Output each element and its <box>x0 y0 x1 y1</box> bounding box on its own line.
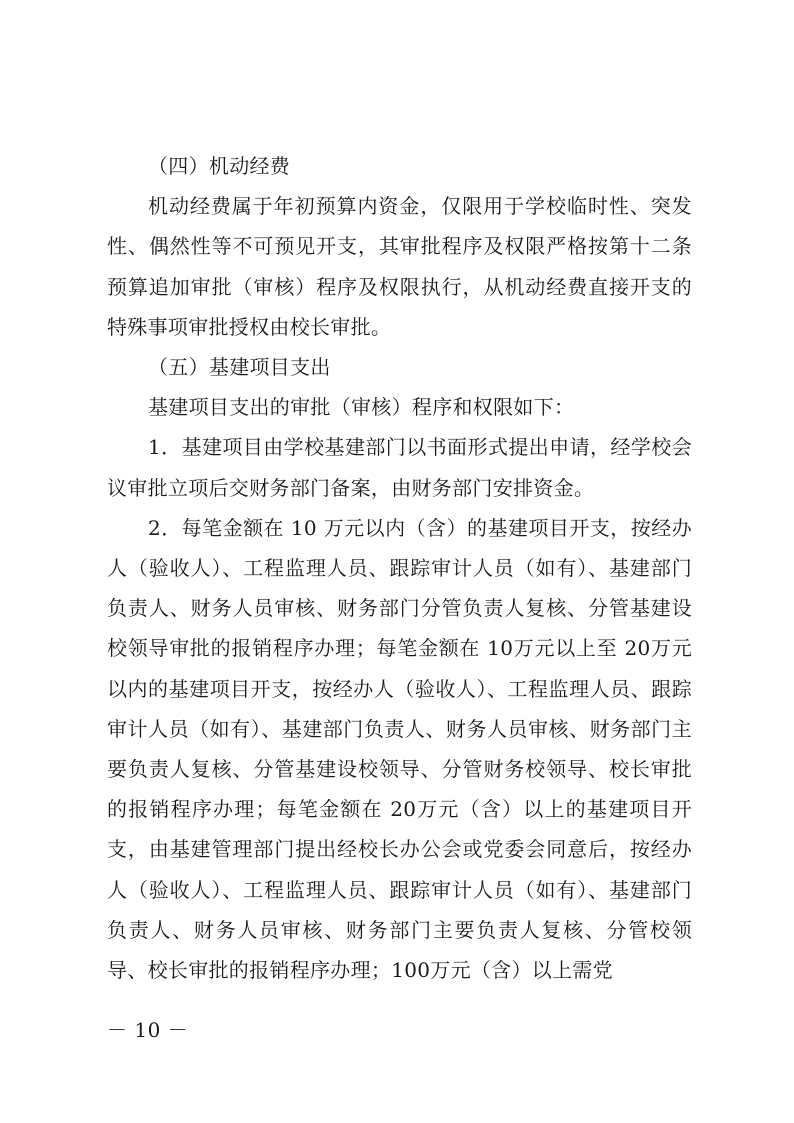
construction-item-1: 1．基建项目由学校基建部门以书面形式提出申请，经学校会议审批立项后交财务部门备案，由财务部门安排资金。 <box>107 435 692 500</box>
construction-item-2: 2．每笔金额在 10 万元以内（含）的基建项目开支，按经办人（验收人）、工程监理人员、跟踪审计人员（如有）、基建部门负责人、财务人员审核、财务部门分管负责人复核、分管基建设校领导审批的报销程序办理；每笔金额在 10万元以上至 20万元以内的基建项目开支，按经办人（验收人）、工程监理人员、跟踪审计人员（如有）、基建部门负责人、财务人员审核、财务部门主要负责人复核、分管基建设校领导、分管财务校领导、校长审批的报销程序办理；每笔金额在 20万元（含）以上的基建项目开支，由基建管理部门提出经校长办公会或党委会同意后，按经办人（验收人）、工程监理人员、跟踪审计人员（如有）、基建部门负责人、财务人员审核、财务部门主要负责人复核、分管校领导、校长审批的报销程序办理；100万元（含）以上需党 <box>107 515 692 983</box>
heading-4-flexible-funds: （四）机动经费 <box>148 154 291 178</box>
page-number: － 10 － <box>107 1018 189 1042</box>
heading-5-capital-construction: （五）基建项目支出 <box>148 355 331 380</box>
document-body <box>107 146 692 990</box>
flexible-funds-body: 机动经费属于年初预算内资金，仅限用于学校临时性、突发性、偶然性等不可预见开支，其审批程序及权限严格按第十二条预算追加审批（审核）程序及权限执行，从机动经费直接开支的特殊事项审批授权由校长审批。 <box>107 194 692 339</box>
construction-intro: 基建项目支出的审批（审核）程序和权限如下： <box>148 395 575 420</box>
